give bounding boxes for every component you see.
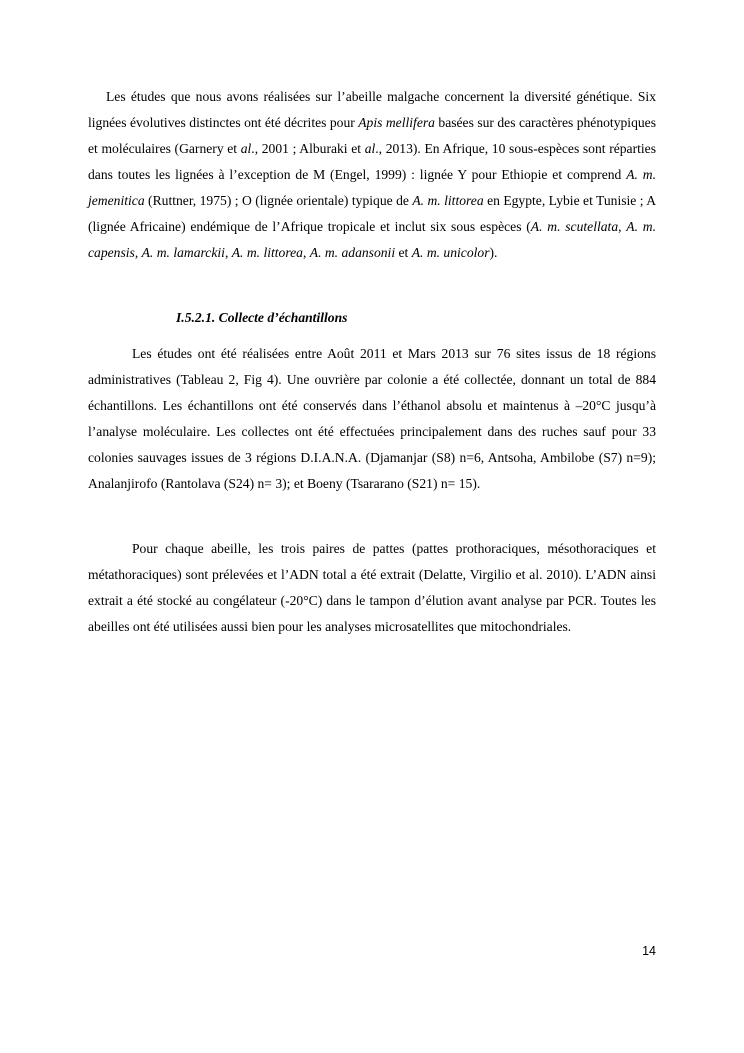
text-span: ., 2013). En Afrique, 10 sous-espèces sont réparties dans toutes les lignées à l’exception de M (Engel, 1999) : lignée Y pour Ethiopie et comprend	[88, 141, 656, 182]
species-name: Apis mellifera	[358, 115, 435, 130]
section-heading: I.5.2.1. Collecte d’échantillons	[176, 310, 348, 325]
species-name: A. m. jemenitica	[88, 167, 656, 208]
text-span: (Ruttner, 1975) ; O (lignée orientale) typique de	[144, 193, 413, 208]
et-al: al	[364, 141, 376, 156]
species-name: A. m. unicolor	[411, 245, 490, 260]
text-span: ,	[302, 245, 310, 260]
paragraph-intro	[88, 84, 656, 266]
text-span: ).	[489, 245, 498, 260]
text-span: ,	[224, 245, 232, 260]
et-al: al	[240, 141, 252, 156]
text-span: ,	[618, 219, 627, 234]
text-span: ., 2001 ; Alburaki et	[251, 141, 365, 156]
species-name: A. m. littorea	[231, 245, 303, 260]
paragraph-dna-extraction: Pour chaque abeille, les trois paires de pattes (pattes prothoraciques, mésothoraciques et métathoraciques) sont prélevées et l’ADN total a été extrait (Delatte, Virgilio et al. 2010). L’ADN ainsi extrait a été stocké au congélateur (-20°C) dans le tampon d’élution avant analyse par PCR. Toutes les abeilles ont été utilisées aussi bien pour les analyses microsatellites que mitochondriales.	[88, 541, 656, 634]
species-name: A. m. littorea	[412, 193, 484, 208]
text-span: en Egypte, Lybie et Tunisie ; A (lignée Africaine) endémique de l’Afrique tropicale et inclut six sous espèces (	[88, 193, 657, 234]
species-name: A. m. capensis	[88, 219, 656, 260]
page-number: 14	[642, 944, 656, 958]
text-span: et	[395, 245, 412, 260]
text-span: Les études que nous avons réalisées sur l’abeille malgache concernent la diversité génétique. Six lignées évolutives distinctes ont été décrites pour	[88, 89, 656, 130]
paragraph-collection: Les études ont été réalisées entre Août 2011 et Mars 2013 sur 76 sites issus de 18 régions administratives (Tableau 2, Fig 4). Une ouvrière par colonie a été collectée, donnant un total de 884 échantillons. Les échantillons ont été conservés dans l’éthanol absolu et maintenus à –20°C jusqu’à l’analyse moléculaire. Les collectes ont été effectuées principalement dans des ruches sauf pour 33 colonies sauvages issues de 3 régions D.I.A.N.A. (Djamanjar (S8) n=6, Antsoha, Ambilobe (S7) n=9); Analanjirofo (Rantolava (S24) n= 3); et Boeny (Tsararano (S21) n= 15).	[88, 346, 656, 491]
text-span: ,	[134, 245, 142, 260]
species-name: A. m. scutellata	[530, 219, 619, 234]
species-name: A. m. adansonii	[309, 245, 396, 260]
species-name: A. m. lamarckii	[141, 245, 225, 260]
text-span: basées sur des caractères phénotypiques et moléculaires (Garnery et	[88, 115, 656, 156]
